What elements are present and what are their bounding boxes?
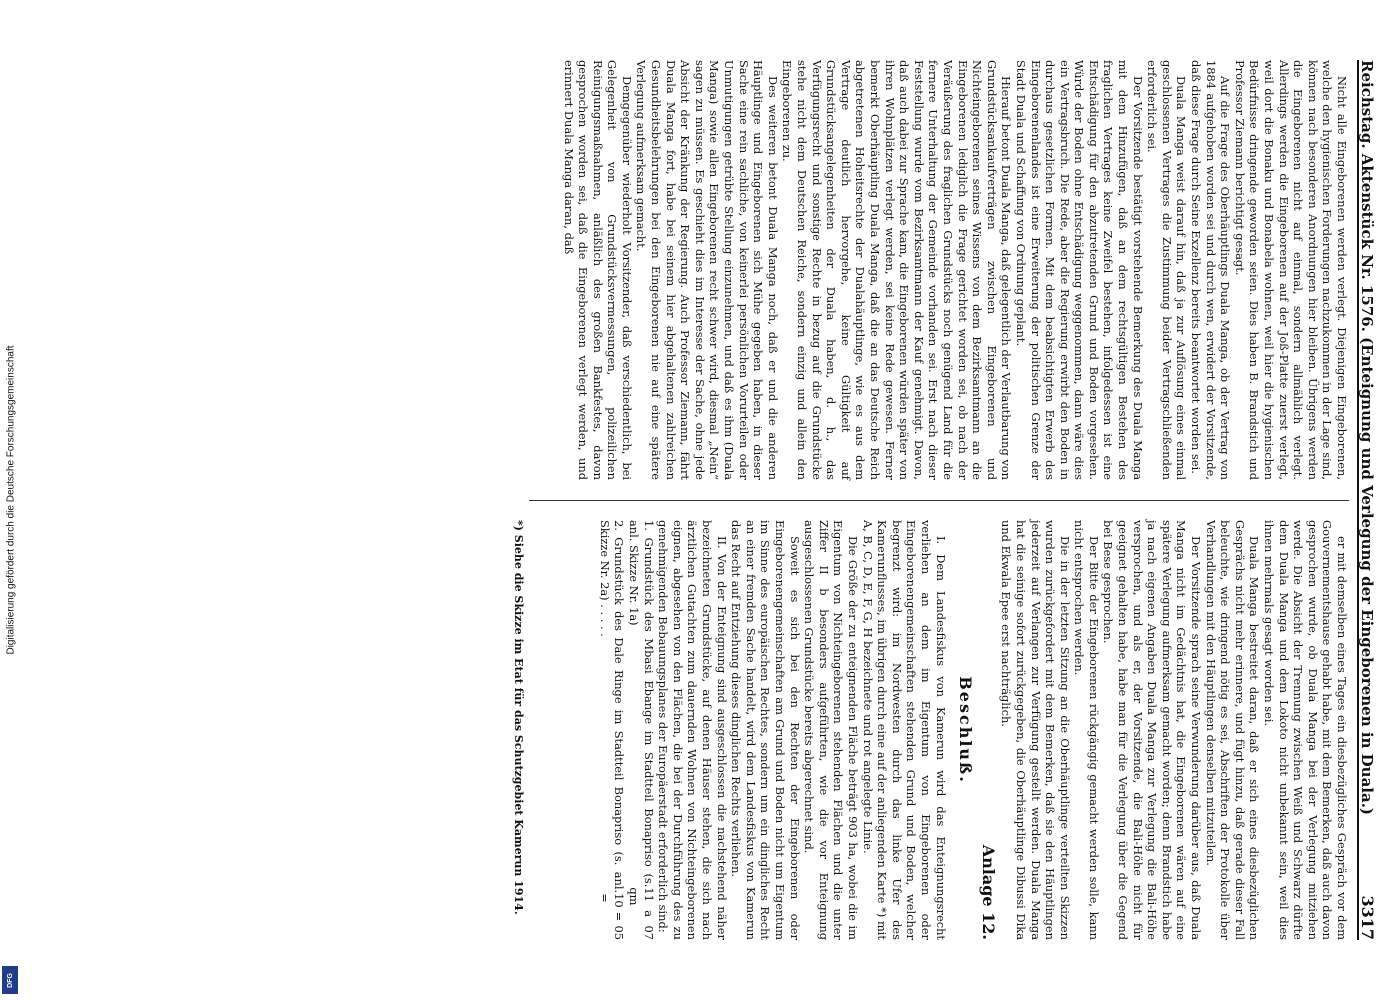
resolution-paragraph: I. Dem Landesfiskus von Kamerun wird das Enteignungsrecht verliehen an dem im Eigentum von Eingeborenen oder Eingeborenengemeinschaften stehenden Grund und Boden, welcher begrenzt wird: im Nordwesten durch das linke Ufer des Kamerunflusses, im übrigen durch eine auf der anliegenden Karte *) mit A, B, C, D, E, F, G, H bezeichnete und rot angelegte Linie. [860,520,948,940]
list-item [627,520,656,940]
right-column [597,520,1349,940]
list-item-text [597,520,626,893]
scanned-page [65,60,1383,940]
resolution-heading: Beschluß. [956,676,976,784]
list-item [597,520,626,940]
margin-strip [0,0,20,1000]
paragraph: Duala Manga bestreitet daran, daß er sich eines diesbezüglichen Gesprächs nicht mehr erinnere, und fügt hinzu, daß gerade dieser Fall beleuchte, wie dringend nötig es sei, Abschriften der Protokolle über Verhandlungen mit den Häuptlingen denselben mitzuteilen. [1203,520,1262,940]
paragraph: Auf die Frage des Oberhäuptlings Duala Manga, ob der Vertrag von 1884 aufgehoben worden sei und durch wen, erwidert der Vorsitzende, daß diese Frage durch Seine Exzellenz bereits beantwortet worden sei. [1189,60,1233,480]
list-item-value: 10 = 05 = [597,893,627,940]
paragraph: Nicht alle Eingeborenen werden verlegt. Diejenigen Eingeborenen, welche den hygienischen Forderungen nachzukommen in der Lage sind, können nach besonderen Anordnungen hier bleiben. Übrigens werden die Eingeborenen nicht auf einmal, sondern allmählich verlegt. Allerdings werden die Eingeborenen auf der Joß-Platte zuerst verlegt, weil dort die Bonaku und Bonabela wohnen, weil hier die hygienischen Bedürfnisse dringende geworden seien. Dies haben B. Brandstich und Professor Ziemann berichtigt gesagt. [1232,60,1349,480]
list-item-label: Grundstück des Mbasi Ebange im Stadtteil Bonapriso (s. anl. Skizze Nr. 1a) [627,520,656,888]
resolution-paragraph: Die Größe der zu enteignenden Fläche beträgt 903 ha, wobei die im Eigentum von Nichteingeborenen stehenden Flächen und die unter Ziffer II b besonders aufgeführten, wie die vor Enteignung ausgeschlossenen Grundstücke bereits abgerechnet sind. [802,520,860,940]
paragraph: Des weiteren betont Duala Manga noch, daß er und die anderen Häuptlinge und Eingeborenen sich Mühe gegeben haben, in dieser Sache eine rein sachliche, von keinerlei persönlichen Vorurteilen oder Unmutigungen getrübte Stellung einzunehmen, und daß es ihm (Duala Manga) sowie allen Eingeborenen recht schwer wird, diesmal „Nein“ sagen zu müssen. Es geschieht dies im Interesse der Sache, ohne jede Absicht der Kränkung der Regierung. Auch Professor Ziemann, fährt Duala Manga fort, habe bei seinem hier abgehaltenen zahlreichen Gesundheitsbelehrungen bei den Eingeborenen nie auf eine spätere Verlegung aufmerksam gemacht. [634,60,780,480]
resolution-paragraph: Soweit es sich bei den Rechten der Eingeborenen oder Eingeborenengemeinschaften am Grund und Boden nicht um Eigentum im Sinne des europäischen Rechtes, sondern um ein dingliches Recht an einer fremden Sache handelt, wird dem Landesfiskus von Kamerun das Recht auf Entziehung dieses dinglichen Rechts verliehen. [729,520,802,940]
page-content [65,60,1383,940]
paragraph: Demgegenüber wiederholt Vorsitzender, daß verschiedentlich, bei Gelegenheit von Grundstücksvermessungen, polizeilichen Reinigungsmaßnahmen, anläßlich des großen Bankfestes, davon gesprochen worden sei, daß die Eingeborenen verlegt werden, und erinnert Duala Manga daran, daß [561,60,634,480]
paragraph: Der Vorsitzende sprach seine Verwunderung darüber aus, daß Duala Manga nicht im Gedächtnis hat, die Eingeborenen wären auf eine spätere Verlegung aufmerksam gemacht worden; denn Brandstich habe ja nach eigenen Angaben Duala Manga zur Verlegung die Bali-Höhe versprochen, und als er, der Vorsitzende, die Bali-Höhe nicht für geeignet gehalten habe, habe man für die Verlegung über die Gegend bei Bese gesprochen. [1101,520,1204,940]
list-item-text [627,520,656,887]
list-item-label: Grundstück des Dale Ringe im Stadtteil Bonapriso (s. anl. Skizze Nr. 2a) . . . . . [597,520,627,894]
paragraph: Der Bitte der Eingeborenen rückgängig gemacht werden solle, kann nicht entsprochen werden. [1072,520,1101,940]
digitization-note: Digitalisierung gefördert durch die Deutsche Forschungsgemeinschaft [5,345,17,655]
paragraph: er mit demselben eines Tages ein diesbezügliches Gespräch vor dem Gouvernementshause gehabt habe, mit dem Bemerken, daß auch davon gesprochen wurde, ob Duala Manga bei der Verlegung mitziehen werde. Die Absicht der Trennung zwischen Weiß und Schwarz dürfte dem Duala Manga und dem Lokoto nicht unbekannt sein, weil dies ihnen mehrmals gesagt worden sei. [1262,520,1349,940]
page-number: 3317 [1357,895,1377,940]
left-column [561,60,1349,480]
paragraph: Der Vorsitzende bestätigt vorstehende Bemerkung des Duala Manga mit dem Hinzufügen, daß an dem rechtsgültigen Bestehen des fraglichen Vertrages keine Zweifel bestehen, infolgedessen ist eine Entschädigung für den abzutretenden Grund und Boden vorgesehen. Würde der Boden ohne Entschädigung weggenommen, dann wäre dies ein Vertragsbruch. Die Rede, aber die Regierung erwirbt den Boden in durchaus gesetzlichen Formen. Mit dem beabsichtigten Erwerb des Eingeborenenlandes ist eine Erweiterung der politischen Grenze der Stadt Duala und Schaffung von Ordnung geplant. [1013,60,1145,480]
list-item-number: 1. [641,520,656,531]
list-item-value: 11 a 07 qm [627,887,656,940]
page-header [1357,60,1383,940]
resolution-paragraph: II. Von der Enteignung sind ausgeschlossen die nachstehend näher bezeichneten Grundstücke, auf denen Häuser stehen, die sich nach ärztlichen Gutachten zum dauernden Wohnen von Nichteingeborenen eignen, abgesehen von den Flächen, die bei der Durchführung des zu genehmigenden Bebauungsplanes der Europäerstadt erforderlich sind: [656,520,729,940]
running-title: Reichstag. Aktenstück Nr. 1576. (Enteignung und Verlegung der Eingeborenen in Duala.) [1357,60,1376,816]
paragraph: Hierauf betont Duala Manga, daß gelegentlich der Verlautbarung von Grundstücksankaufverträgen zwischen Eingeborenen und Nichteingeborenen seines Wissens von dem Bezirksamtmann an die Eingeborenen lediglich die Frage gerichtet worden sei, ob nach der Veräußerung des fraglichen Grundstücks noch genügend Land für die fernere Unterhaltung der Gemeinde vorhanden sei. Erst nach dieser Feststellung wurde vom Bezirksamtmann der Kauf genehmigt. Davon, daß auch dabei zur Sprache kam, die Eingeborenen würden später von ihren Wohnplätzen verlegt werden, sei keine Rede gewesen. Ferner bemerkt Oberhäuptling Duala Manga, daß die an das Deutsche Reich abgetretenen Hoheitsrechte der Dualahäuptlinge, wie es aus dem Vertrage deutlich hervorgehe, keine Gültigkeit auf Grundstücksangelegenheiten der Duala haben, d. h., das Verfügungsrecht und sonstige Rechte in bezug auf die Grundstücke stehe nicht dem Deutschen Reiche, sondern einzig und allein den Eingeborenen zu. [780,60,1014,481]
dfg-logo [2,966,18,994]
paragraph: Die in der letzten Sitzung an die Oberhäuptlinge verteilten Skizzen wurden zurückgefordert mit dem Bemerken, daß sie den Häuptlingen jederzeit auf Verlangen zur Verfügung gestellt werden. Duala Manga hat die seinige sofort zurückgegeben, die Oberhäuptlinge Dibussi Dika und Ekwala Epee erst nachträglich. [999,520,1072,940]
dfg-logo-text: DFG [6,972,14,988]
annex-label: Anlage 12. [978,844,998,940]
paragraph: Duala Manga weist darauf hin, daß ja zur Auflösung eines einmal geschlossenen Vertrages die Zustimmung beider Vertragschließenden erforderlich sei. [1145,60,1189,480]
list-item-number: 2. [612,520,627,531]
footnote: *) Siehe die Skizze im Etat für das Schutzgebiet Kamerun 1914. [512,520,525,915]
column-divider [529,500,1349,501]
